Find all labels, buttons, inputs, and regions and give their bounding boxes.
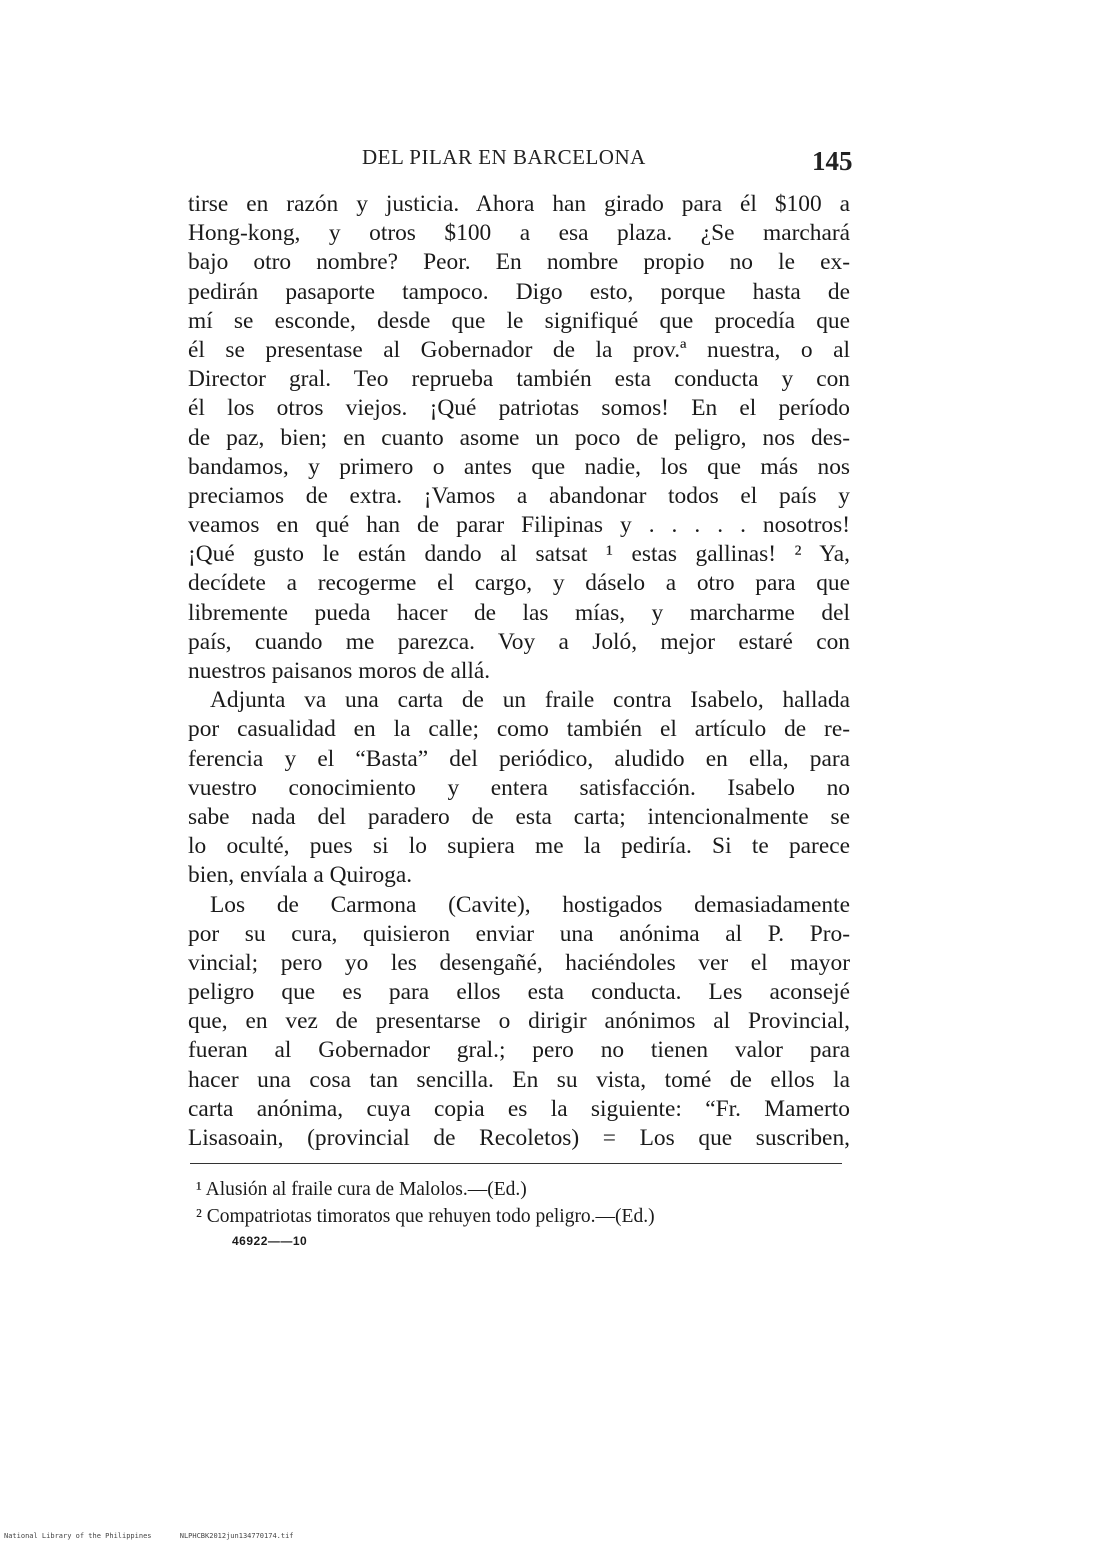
printer-signature-mark: 46922——10 (232, 1234, 308, 1248)
text-line: por casualidad en la calle; como también el artículo de re- (188, 716, 850, 743)
text-line: por su cura, quisieron enviar una anónima al P. Pro- (188, 920, 850, 947)
text-line: Director gral. Teo reprueba también esta conducta y con (188, 366, 850, 393)
text-line: sabe nada del paradero de esta carta; intencionalmente se (188, 803, 850, 830)
text-line: Hong-kong, y otros $100 a esa plaza. ¿Se marchará (188, 220, 850, 247)
text-line: pedirán pasaporte tampoco. Digo esto, porque hasta de (188, 278, 850, 305)
footnote-rule (190, 1163, 842, 1164)
text-line: vincial; pero yo les desengañé, haciéndoles ver el mayor (188, 949, 850, 976)
text-line: vuestro conocimiento y entera satisfacción. Isabelo no (188, 774, 850, 801)
text-line: él los otros viejos. ¡Qué patriotas somos! En el período (188, 395, 850, 422)
text-line: él se presentase al Gobernador de la prov.ª nuestra, o al (188, 336, 850, 363)
text-line: fueran al Gobernador gral.; pero no tienen valor para (188, 1037, 850, 1064)
text-line: mí se esconde, desde que le signifiqué que procedía que (188, 307, 850, 334)
text-line: ¡Qué gusto le están dando al satsat ¹ estas gallinas! ² Ya, (188, 541, 850, 568)
text-line: libremente pueda hacer de las mías, y marcharme del (188, 599, 850, 626)
text-line: nuestros paisanos moros de allá. (188, 658, 491, 684)
text-line: bien, envíala a Quiroga. (188, 862, 413, 889)
text-line: ferencia y el “Basta” del periódico, aludido en ella, para (188, 745, 850, 772)
text-line: peligro que es para ellos esta conducta. Les aconsejé (188, 979, 850, 1006)
body-text (188, 190, 850, 1153)
text-line: tirse en razón y justicia. Ahora han girado para él $100 a (188, 191, 850, 217)
text-line: Lisasoain, (provincial de Recoletos) = Los que suscriben, (188, 1125, 850, 1151)
page-number: 145 (812, 146, 853, 176)
text-line: veamos en qué han de parar Filipinas y . . . . . nosotros! (188, 512, 850, 539)
text-line: Los de Carmona (Cavite), hostigados demasiadamente (210, 891, 850, 918)
text-line: carta anónima, cuya copia es la siguiente: “Fr. Mamerto (188, 1095, 850, 1122)
text-line: país, cuando me parezca. Voy a Joló, mejor estaré con (188, 628, 850, 655)
footnotes (196, 1176, 836, 1230)
text-line: hacer una cosa tan sencilla. En su vista, tomé de ellos la (188, 1066, 850, 1093)
scan-file-label: NLPHCBK2012jun134770174.tif (179, 1532, 294, 1540)
footnote-1: ¹ Alusión al fraile cura de Malolos.—(Ed.) (196, 1179, 527, 1200)
text-line: Adjunta va una carta de un fraile contra Isabelo, hallada (210, 687, 850, 714)
text-line: bajo otro nombre? Peor. En nombre propio no le ex- (188, 249, 850, 276)
scan-library-label: National Library of the Philippines (4, 1532, 152, 1540)
running-title: DEL PILAR EN BARCELONA (362, 145, 646, 169)
text-line: decídete a recogerme el cargo, y dáselo a otro para que (188, 570, 850, 597)
scan-footer (4, 1532, 318, 1540)
footnote-2: ² Compatriotas timoratos que rehuyen todo peligro.—(Ed.) (196, 1206, 655, 1227)
text-line: bandamos, y primero o antes que nadie, los que más nos (188, 453, 850, 480)
text-line: que, en vez de presentarse o dirigir anónimos al Provincial, (188, 1008, 850, 1035)
text-line: lo oculté, pues si lo supiera me la pediría. Si te parece (188, 833, 850, 860)
text-line: de paz, bien; en cuanto asome un poco de peligro, nos des- (188, 424, 850, 451)
text-line: preciamos de extra. ¡Vamos a abandonar todos el país y (188, 482, 850, 509)
